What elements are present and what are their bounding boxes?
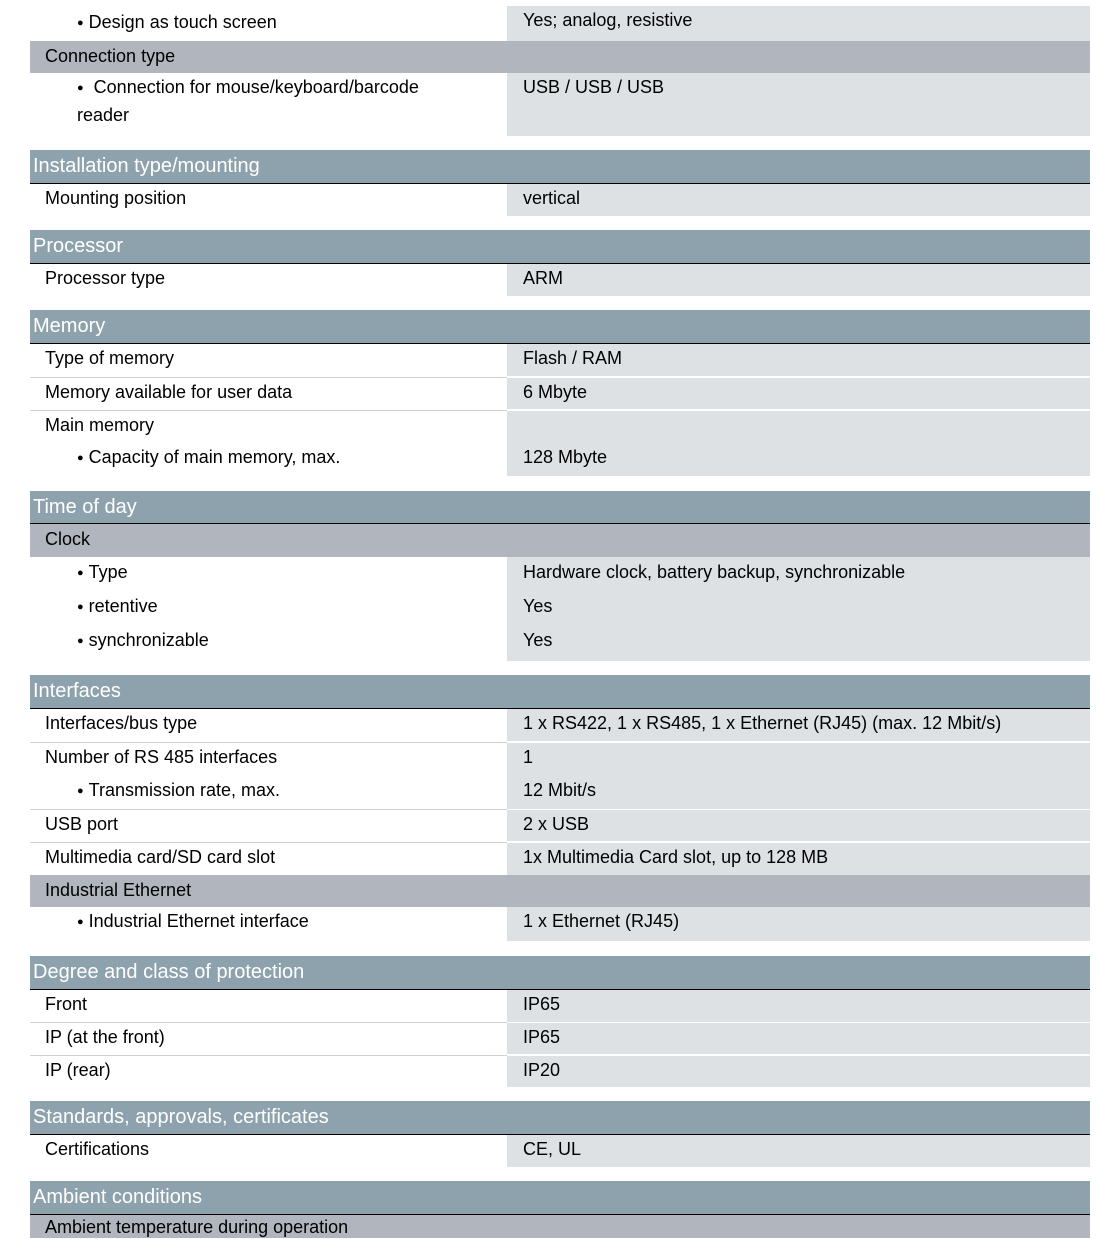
- spec-row: [30, 907, 1090, 941]
- spec-row: [30, 1056, 1090, 1087]
- subsection-header: Ambient temperature during operation: [30, 1215, 1090, 1238]
- spec-value: 128 Mbyte: [523, 447, 608, 467]
- spec-label: Memory available for user data: [45, 382, 293, 402]
- section-header: Installation type/mounting: [30, 150, 1090, 184]
- spec-value: 2 x USB: [507, 810, 1090, 841]
- spec-row: [30, 344, 1090, 376]
- spec-row: [30, 443, 1090, 476]
- spec-row: [30, 843, 1090, 875]
- spec-label: ● Type: [77, 558, 532, 589]
- spec-row: [30, 184, 1090, 216]
- section-header: Processor: [30, 230, 1090, 264]
- spec-label: ● synchronizable: [77, 626, 532, 657]
- spec-value: IP65: [507, 1023, 1090, 1054]
- spec-row: [30, 73, 1090, 136]
- spec-label: IP (at the front): [45, 1027, 165, 1047]
- spec-row: [30, 810, 1090, 841]
- spec-row: [30, 6, 1090, 41]
- spec-label: ● Industrial Ethernet interface: [77, 907, 532, 938]
- spec-label: ● Design as touch screen: [77, 8, 532, 39]
- spec-value: 1 x Ethernet (RJ45): [507, 907, 1090, 941]
- spec-label: Multimedia card/SD card slot: [45, 847, 276, 867]
- subsection-header: Clock: [30, 524, 1090, 557]
- spec-label: Number of RS 485 interfaces: [45, 747, 278, 767]
- spec-row: [30, 776, 1090, 809]
- spec-label: Processor type: [45, 268, 166, 288]
- spec-label: ● Transmission rate, max.: [77, 776, 532, 807]
- spec-label: Certifications: [45, 1139, 150, 1159]
- spec-label: ● Connection for mouse/keyboard/barcode: [77, 73, 532, 104]
- spec-label: Front: [45, 994, 88, 1014]
- spec-value: USB / USB / USB: [507, 73, 1090, 136]
- spec-row: [30, 1135, 1090, 1167]
- spec-label: Main memory: [45, 415, 155, 435]
- spec-value: 12 Mbit/s: [523, 780, 597, 800]
- spec-value: vertical: [507, 184, 1090, 216]
- spec-value: 6 Mbyte: [507, 378, 1090, 409]
- section-header: Memory: [30, 310, 1090, 344]
- spec-value: Yes: [523, 596, 553, 616]
- spec-value: ARM: [507, 264, 1090, 296]
- spec-row: [30, 990, 1090, 1022]
- spec-value: Yes: [523, 630, 553, 650]
- spec-value: Hardware clock, battery backup, synchronizable: [523, 562, 906, 582]
- spec-value: 1: [507, 743, 1090, 809]
- spec-label: Type of memory: [45, 348, 175, 368]
- spec-label: ● retentive: [77, 592, 532, 623]
- spec-row: [30, 626, 1090, 660]
- spec-value: IP20: [507, 1056, 1090, 1087]
- spec-label: USB port: [45, 814, 119, 834]
- spec-value: Flash / RAM: [507, 344, 1090, 376]
- spec-value: 1x Multimedia Card slot, up to 128 MB: [507, 843, 1090, 875]
- spec-label-continued: reader: [77, 105, 130, 125]
- spec-row: [30, 1023, 1090, 1054]
- section-header: Ambient conditions: [30, 1181, 1090, 1215]
- section-header: Degree and class of protection: [30, 956, 1090, 990]
- spec-value: CE, UL: [507, 1135, 1090, 1167]
- spec-label: Mounting position: [45, 188, 187, 208]
- spec-value: IP65: [507, 990, 1090, 1022]
- spec-label: IP (rear): [45, 1060, 111, 1080]
- subsection-header: Industrial Ethernet: [30, 875, 1090, 907]
- spec-row: [30, 558, 1090, 592]
- section-header: Standards, approvals, certificates: [30, 1101, 1090, 1135]
- section-header: Interfaces: [30, 675, 1090, 709]
- spec-label: Interfaces/bus type: [45, 713, 198, 733]
- section-header: Time of day: [30, 491, 1090, 524]
- subsection-header: Connection type: [30, 41, 1090, 73]
- spec-value: 1 x RS422, 1 x RS485, 1 x Ethernet (RJ45) (max. 12 Mbit/s): [507, 709, 1090, 741]
- spec-row: [30, 709, 1090, 741]
- spec-row: [30, 378, 1090, 409]
- spec-row: [30, 592, 1090, 626]
- spec-value: Yes; analog, resistive: [507, 6, 1090, 41]
- spec-label: ● Capacity of main memory, max.: [77, 443, 532, 474]
- spec-row: [30, 264, 1090, 296]
